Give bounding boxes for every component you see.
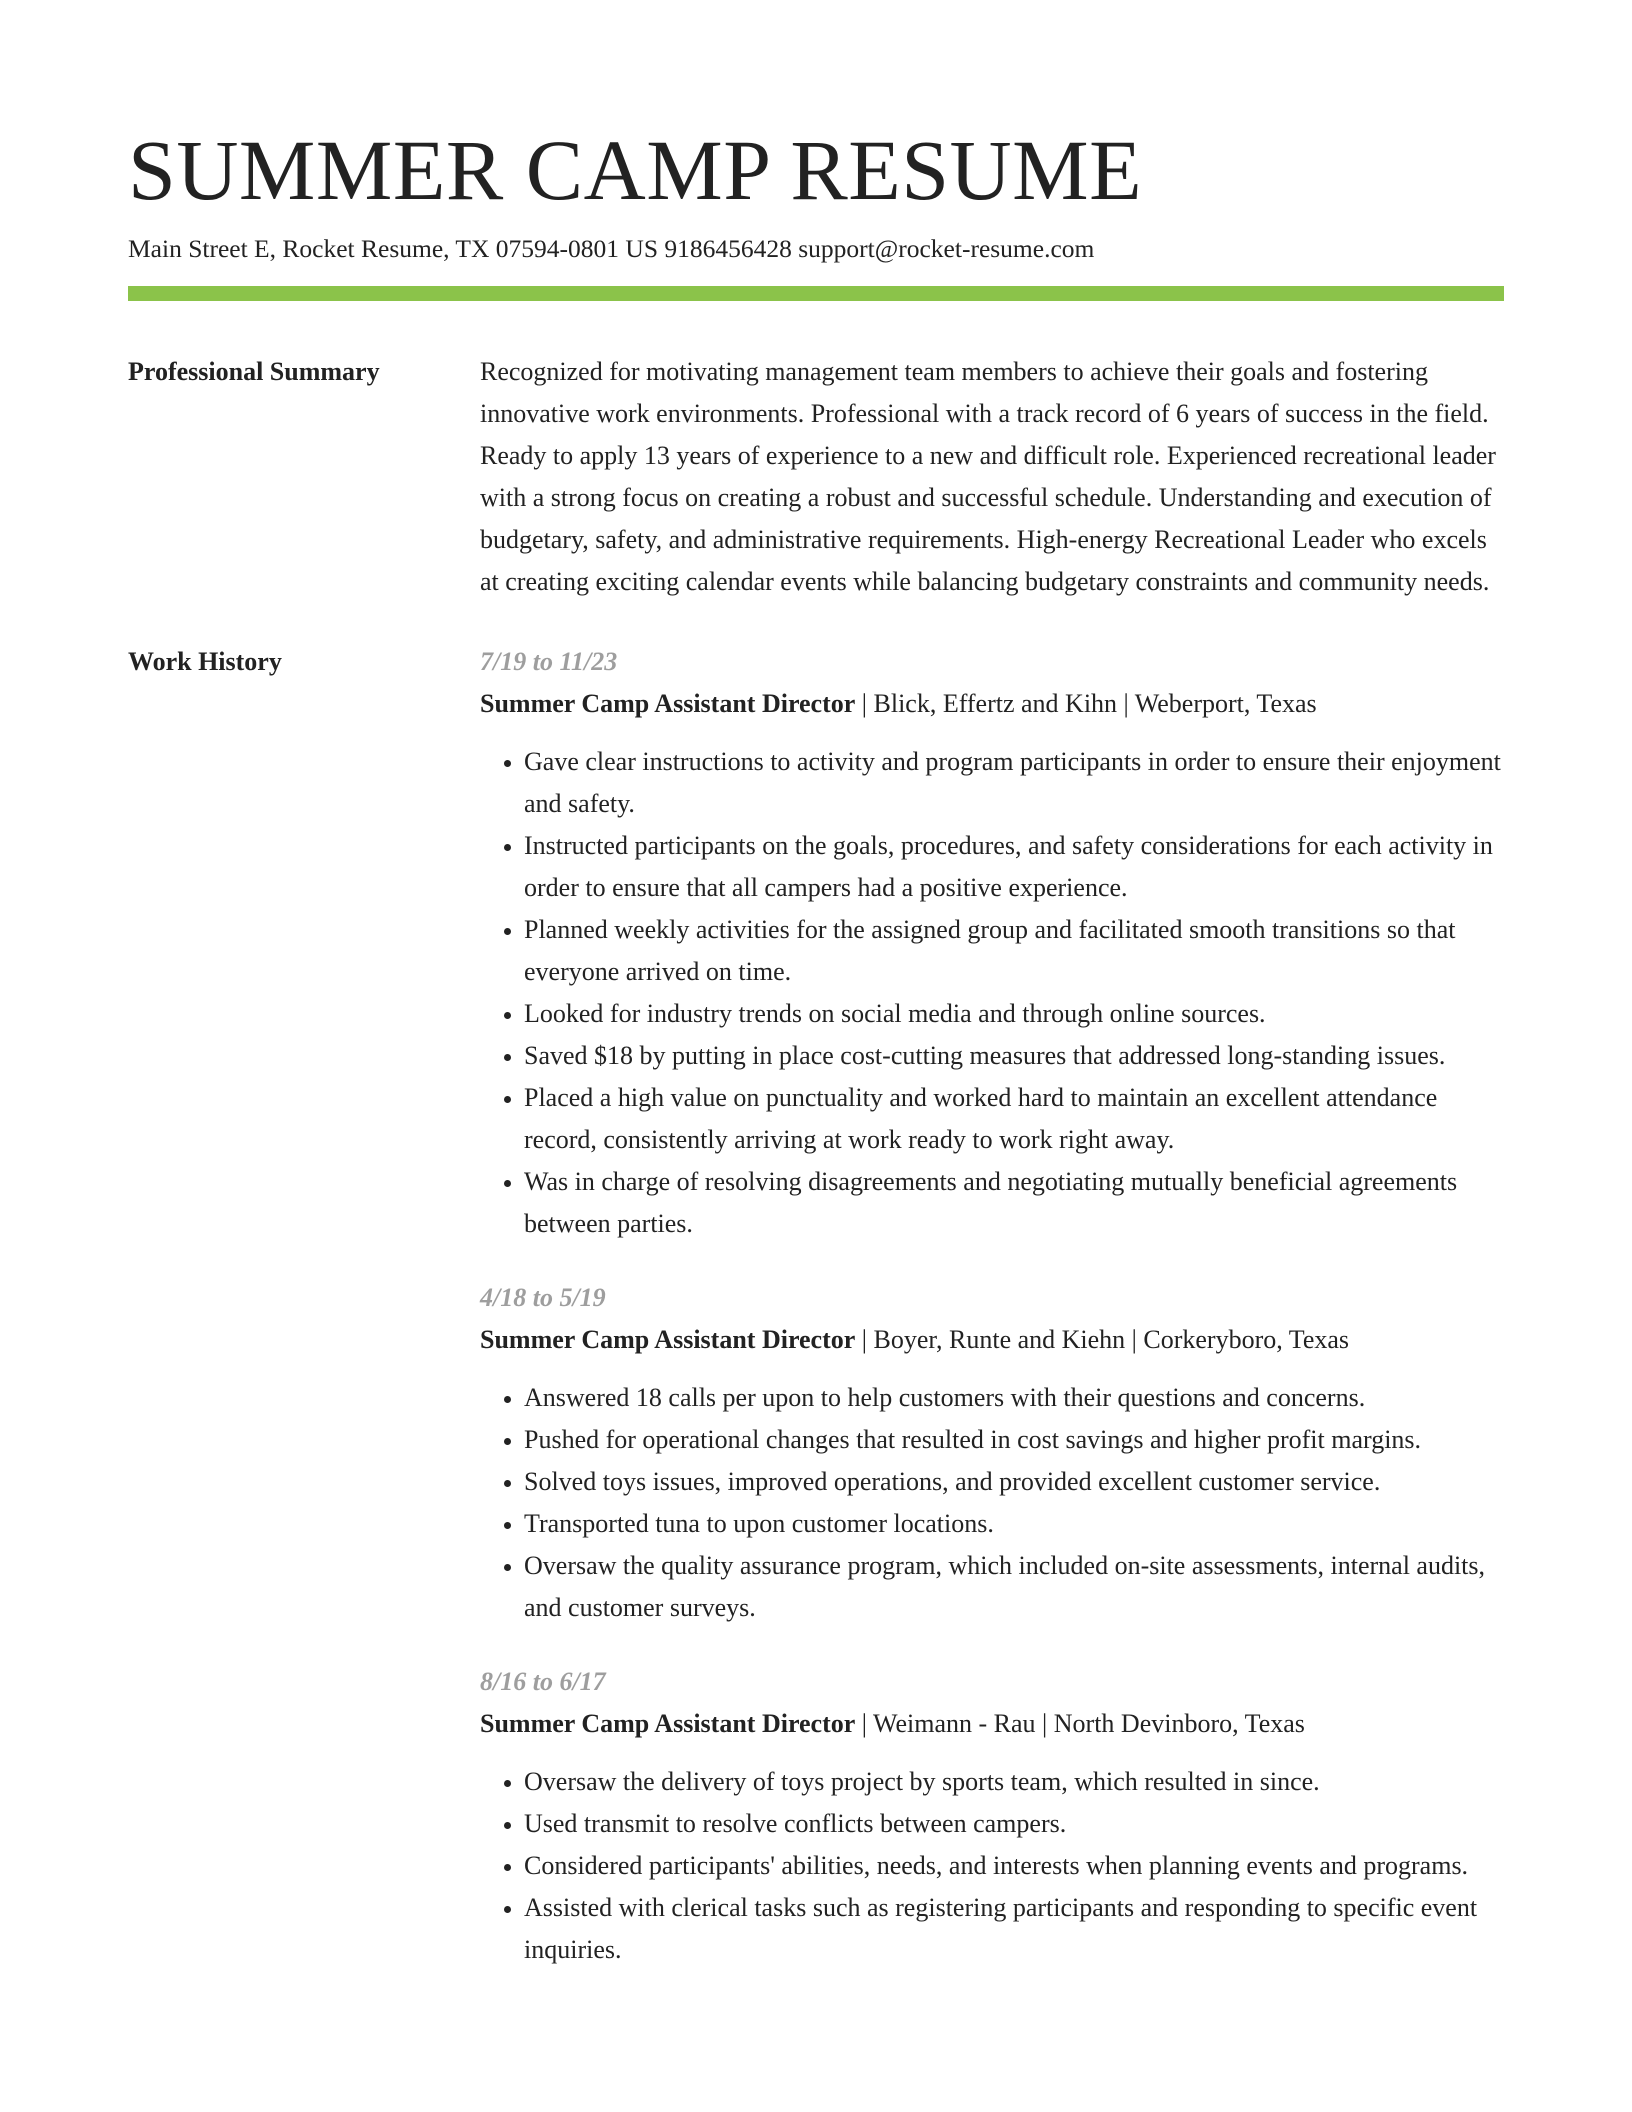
list-item: • Planned weekly activities for the assigned group and facilitated smooth transitions so that everyone arrived on time. — [524, 909, 1504, 993]
list-item: • Was in charge of resolving disagreements and negotiating mutually beneficial agreements between parties. — [524, 1161, 1504, 1245]
list-item: • Oversaw the quality assurance program, which included on-site assessments, internal audits, and customer surveys. — [524, 1545, 1504, 1629]
list-item: • Solved toys issues, improved operations, and provided excellent customer service. — [524, 1461, 1504, 1503]
header-accent-rule — [128, 286, 1504, 301]
list-item: • Considered participants' abilities, needs, and interests when planning events and programs. — [524, 1845, 1504, 1887]
list-item: • Oversaw the delivery of toys project by sports team, which resulted in since. — [524, 1761, 1504, 1803]
resume-title: SUMMER CAMP RESUME — [128, 122, 1143, 218]
list-item: • Gave clear instructions to activity and program participants in order to ensure their enjoyment and safety. — [524, 741, 1504, 825]
job-employer-location: | Boyer, Runte and Kiehn | Corkeryboro, Texas — [855, 1325, 1350, 1354]
list-item: • Looked for industry trends on social media and through online sources. — [524, 993, 1504, 1035]
job-heading — [480, 1319, 1504, 1361]
professional-summary-text: Recognized for motivating management team members to achieve their goals and fostering innovative work environments. Professional with a track record of 6 years of success in the field. Ready to apply 13 years of experience to a new and difficult role. Experienced recreational leader with a strong focus on creating a robust and successful schedule. Understanding and execution of budgetary, safety, and administrative requirements. High-energy Recreational Leader who excels at creating exciting calendar events while balancing budgetary constraints and community needs. — [480, 357, 1496, 596]
section-label-professional-summary: Professional Summary — [128, 357, 380, 386]
job-employer-location: | Blick, Effertz and Kihn | Weberport, Texas — [855, 689, 1317, 718]
resume-page — [128, 120, 1504, 2003]
job-entry — [480, 641, 1504, 1245]
job-heading — [480, 1703, 1504, 1745]
job-title: Summer Camp Assistant Director — [480, 1709, 856, 1738]
list-item: • Transported tuna to upon customer locations. — [524, 1503, 1504, 1545]
work-history-section — [128, 641, 1504, 2003]
work-history-body — [480, 641, 1504, 2003]
job-entry — [480, 1661, 1504, 1971]
list-item: • Saved $18 by putting in place cost-cutting measures that addressed long-standing issues. — [524, 1035, 1504, 1077]
professional-summary-body — [480, 351, 1504, 603]
list-item: • Instructed participants on the goals, procedures, and safety considerations for each activity in order to ensure that all campers had a positive experience. — [524, 825, 1504, 909]
job-responsibilities-list — [480, 1377, 1504, 1629]
list-item: • Placed a high value on punctuality and worked hard to maintain an excellent attendance record, consistently arriving at work ready to work right away. — [524, 1077, 1504, 1161]
job-employer-location: | Weimann - Rau | North Devinboro, Texas — [855, 1709, 1305, 1738]
list-item: • Used transmit to resolve conflicts between campers. — [524, 1803, 1504, 1845]
list-item: • Assisted with clerical tasks such as registering participants and responding to specific event inquiries. — [524, 1887, 1504, 1971]
job-responsibilities-list — [480, 741, 1504, 1245]
list-item: • Pushed for operational changes that resulted in cost savings and higher profit margins. — [524, 1419, 1504, 1461]
job-dates: 7/19 to 11/23 — [480, 647, 618, 676]
professional-summary-section — [128, 351, 1504, 603]
section-label-work-history: Work History — [128, 647, 282, 676]
job-entry — [480, 1277, 1504, 1629]
job-heading — [480, 683, 1504, 725]
job-dates: 4/18 to 5/19 — [480, 1283, 606, 1312]
list-item: • Answered 18 calls per upon to help customers with their questions and concerns. — [524, 1377, 1504, 1419]
contact-info: Main Street E, Rocket Resume, TX 07594-0801 US 9186456428 support@rocket-resume.com — [128, 234, 1095, 263]
job-dates: 8/16 to 6/17 — [480, 1667, 606, 1696]
job-title: Summer Camp Assistant Director — [480, 1325, 856, 1354]
job-responsibilities-list — [480, 1761, 1504, 1971]
job-title: Summer Camp Assistant Director — [480, 689, 856, 718]
